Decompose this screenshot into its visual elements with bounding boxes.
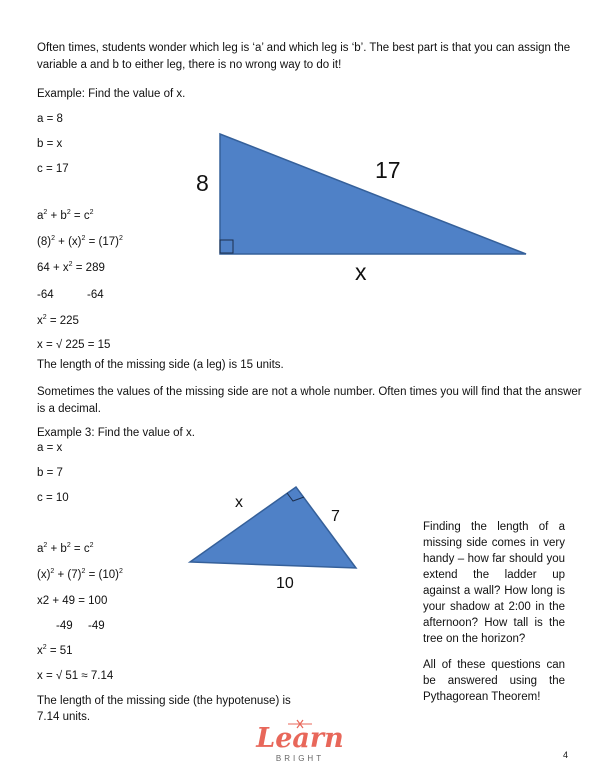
example3-conclusion-line-2: 7.14 units. <box>37 711 91 723</box>
transition-line-1: Sometimes the values of the missing side are not a whole number. Often times you will find that the answer <box>37 386 582 398</box>
example1-heading: Example: Find the value of x. <box>37 88 186 100</box>
example3-c: c = 10 <box>37 492 69 504</box>
sidebar-paragraph-1: Finding the length of a missing side comes in very handy – how far should you extend the ladder up against a wall? How long is your shadow at 2:00 in the afternoon? How tall is the tree on the horizon? <box>423 521 565 645</box>
example1-formula: $a^2 + b^2 = c^2$ <box>37 209 94 222</box>
triangle2-label-7: 7 <box>331 508 340 525</box>
example3-simplify: x2 + 49 = 100 <box>37 595 108 607</box>
example3-formula: $a^2 + b^2 = c^2$ <box>37 542 94 555</box>
example1-simplify: $64 + x^2 = 289$ <box>37 261 105 274</box>
example3-b: b = 7 <box>37 467 63 479</box>
triangle1-label-left: 8 <box>196 170 209 196</box>
example1-minus-right: -64 <box>87 289 104 301</box>
example3-a: a = x <box>37 442 63 454</box>
example1-sqrt: x = √ 225 = 15 <box>37 339 111 351</box>
example3-substitution: $(x)^2 + (7)^2 = (10)^2$ <box>37 568 123 581</box>
triangle1-label-bottom: x <box>355 259 367 285</box>
logo-word: Learn <box>256 723 344 754</box>
sidebar-paragraph-2: All of these questions can be answered using the Pythagorean Theorem! <box>423 659 565 703</box>
example1-substitution: $(8)^2 + (x)^2 = (17)^2$ <box>37 235 123 248</box>
example3-conclusion-line-1: The length of the missing side (the hypotenuse) is <box>37 695 291 707</box>
transition-line-2: is a decimal. <box>37 403 101 415</box>
example3-approx: x = √ 51 ≈ 7.14 <box>37 670 114 682</box>
sidebar-text <box>423 519 565 715</box>
example1-result: $x^2 = 225$ <box>37 314 79 327</box>
triangle2-label-x: x <box>235 494 243 511</box>
example3-result: $x^2 = 51$ <box>37 644 73 657</box>
learn-bright-logo <box>250 718 350 766</box>
example1-a: a = 8 <box>37 113 63 125</box>
triangle2-label-10: 10 <box>276 575 294 592</box>
example1-c: c = 17 <box>37 163 69 175</box>
right-triangle-2-shape <box>190 487 356 568</box>
logo-subtitle: BRIGHT <box>275 754 325 763</box>
example3-heading: Example 3: Find the value of x. <box>37 427 195 439</box>
triangle1-label-hyp: 17 <box>375 157 401 183</box>
example3-minus-left: -49 <box>56 620 73 632</box>
example1-conclusion: The length of the missing side (a leg) is 15 units. <box>37 359 284 371</box>
example1-minus-left: -64 <box>37 289 54 301</box>
example1-b: b = x <box>37 138 63 150</box>
intro-line-1: Often times, students wonder which leg is ‘a’ and which leg is ‘b’. The best part is that you can assign the <box>37 42 571 54</box>
example3-minus-right: -49 <box>88 620 105 632</box>
page-number: 4 <box>563 750 569 760</box>
intro-line-2: variable a and b to either leg, there is no wrong way to do it! <box>37 59 342 71</box>
